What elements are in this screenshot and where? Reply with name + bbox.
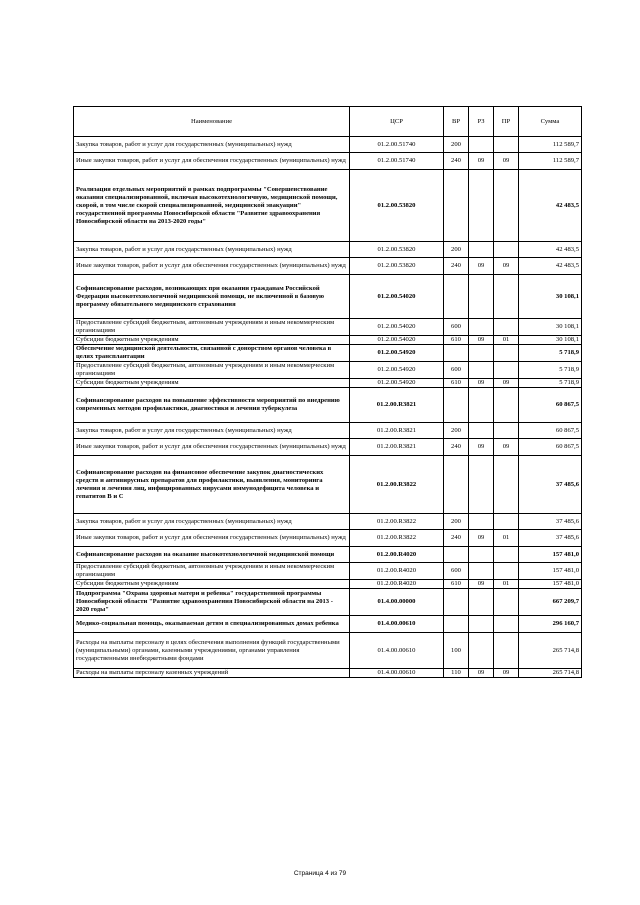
cell-csr: 01.2.00.54920: [350, 379, 444, 388]
cell-name: Софинансирование расходов, возникающих при оказании гражданам Российской Федерации высокотехнологичной медицинской помощи, не включенной в базовую программу обязательного медицинского страхования: [74, 275, 350, 319]
cell-rz: [469, 345, 494, 362]
cell-sum: 60 867,5: [519, 423, 582, 439]
cell-vr: 610: [444, 336, 469, 345]
cell-pr: [494, 563, 519, 580]
cell-vr: 100: [444, 633, 469, 669]
cell-vr: 200: [444, 242, 469, 258]
cell-name: Расходы на выплаты персоналу в целях обеспечения выполнения функций государственными (муниципальными) органами, казенными учреждениями, органами управления государственными внебюджетными фондами: [74, 633, 350, 669]
table-row: [74, 275, 582, 319]
cell-vr: 600: [444, 362, 469, 379]
cell-name: Закупка товаров, работ и услуг для государственных (муниципальных) нужд: [74, 137, 350, 153]
cell-sum: 5 718,9: [519, 345, 582, 362]
table-row: [74, 580, 582, 589]
cell-csr: 01.2.00.R4020: [350, 547, 444, 563]
cell-csr: 01.2.00.R3822: [350, 514, 444, 530]
cell-csr: 01.2.00.51740: [350, 153, 444, 170]
page-footer: Страница 4 из 79: [293, 870, 347, 877]
cell-csr: 01.2.00.53820: [350, 242, 444, 258]
cell-name: Закупка товаров, работ и услуг для государственных (муниципальных) нужд: [74, 423, 350, 439]
cell-pr: [494, 275, 519, 319]
table-row: [74, 514, 582, 530]
cell-vr: 240: [444, 153, 469, 170]
cell-name: Софинансирование расходов на оказание высокотехнологичной медицинской помощи: [74, 547, 350, 563]
cell-pr: [494, 345, 519, 362]
header-pr: ПР: [494, 107, 519, 137]
cell-rz: 09: [469, 580, 494, 589]
cell-csr: 01.2.00.54920: [350, 362, 444, 379]
cell-vr: [444, 589, 469, 616]
cell-sum: 60 867,5: [519, 439, 582, 456]
cell-rz: [469, 137, 494, 153]
cell-rz: 09: [469, 439, 494, 456]
cell-name: Субсидии бюджетным учреждениям: [74, 379, 350, 388]
table-row: [74, 336, 582, 345]
cell-name: Подпрограмма "Охрана здоровья матери и ребенка" государственной программы Новосибирской области "Развитие здравоохранения Новосибирской области на 2013 - 2020 годы": [74, 589, 350, 616]
cell-sum: 42 483,5: [519, 258, 582, 275]
cell-csr: 01.4.00.00610: [350, 633, 444, 669]
cell-pr: [494, 616, 519, 633]
table-row: [74, 616, 582, 633]
table-header-row: [74, 107, 582, 137]
cell-pr: 09: [494, 258, 519, 275]
cell-pr: [494, 362, 519, 379]
cell-name: Закупка товаров, работ и услуг для государственных (муниципальных) нужд: [74, 514, 350, 530]
cell-sum: 157 481,0: [519, 563, 582, 580]
cell-pr: [494, 589, 519, 616]
cell-name: Субсидии бюджетным учреждениям: [74, 336, 350, 345]
cell-vr: [444, 345, 469, 362]
cell-sum: 265 714,8: [519, 669, 582, 678]
cell-sum: 30 108,1: [519, 336, 582, 345]
cell-csr: 01.4.00.00610: [350, 616, 444, 633]
cell-rz: [469, 423, 494, 439]
cell-csr: 01.4.00.00610: [350, 669, 444, 678]
cell-csr: 01.2.00.R3821: [350, 423, 444, 439]
table-row: [74, 589, 582, 616]
cell-csr: 01.2.00.54020: [350, 275, 444, 319]
cell-pr: 09: [494, 669, 519, 678]
cell-pr: [494, 547, 519, 563]
cell-name: Закупка товаров, работ и услуг для государственных (муниципальных) нужд: [74, 242, 350, 258]
cell-name: Софинансирование расходов на финансовое обеспечение закупок диагностических средств и антивирусных препаратов для профилактики, выявления, мониторинга лечения и лечения лиц, инфицированных вирусами иммунодефицита человека и гепатитов В и С: [74, 456, 350, 514]
cell-sum: 42 483,5: [519, 242, 582, 258]
cell-rz: [469, 547, 494, 563]
cell-sum: 157 481,0: [519, 580, 582, 589]
cell-name: Иные закупки товаров, работ и услуг для обеспечения государственных (муниципальных) нужд: [74, 439, 350, 456]
cell-vr: 610: [444, 580, 469, 589]
cell-csr: 01.2.00.54020: [350, 336, 444, 345]
cell-sum: 667 209,7: [519, 589, 582, 616]
cell-rz: [469, 616, 494, 633]
cell-name: Иные закупки товаров, работ и услуг для обеспечения государственных (муниципальных) нужд: [74, 530, 350, 547]
cell-pr: 09: [494, 153, 519, 170]
cell-vr: [444, 456, 469, 514]
cell-rz: 09: [469, 379, 494, 388]
table-row: [74, 170, 582, 242]
cell-name: Предоставление субсидий бюджетным, автономным учреждениям и иным некоммерческим организациям: [74, 362, 350, 379]
header-csr: ЦСР: [350, 107, 444, 137]
cell-sum: 157 481,0: [519, 547, 582, 563]
cell-vr: 200: [444, 137, 469, 153]
cell-csr: 01.2.00.53820: [350, 170, 444, 242]
cell-csr: 01.2.00.R3822: [350, 456, 444, 514]
cell-name: Реализация отдельных мероприятий в рамках подпрограммы "Совершенствование оказания специализированной, включая высокотехнологичную, медицинской помощи, скорой, в том числе скорой специализированной, медицинской эвакуации" государственной программы Новосибирской области "Развитие здравоохранения Новосибирской области на 2013-2020 годы": [74, 170, 350, 242]
cell-csr: 01.2.00.R4020: [350, 580, 444, 589]
table-row: [74, 153, 582, 170]
cell-name: Медико-социальная помощь, оказываемая детям в специализированных домах ребенка: [74, 616, 350, 633]
cell-vr: 240: [444, 439, 469, 456]
cell-csr: 01.2.00.R3822: [350, 530, 444, 547]
cell-pr: [494, 319, 519, 336]
cell-rz: 09: [469, 336, 494, 345]
cell-rz: [469, 362, 494, 379]
cell-vr: 240: [444, 530, 469, 547]
cell-sum: 112 589,7: [519, 137, 582, 153]
cell-sum: 42 483,5: [519, 170, 582, 242]
table-row: [74, 362, 582, 379]
cell-rz: [469, 456, 494, 514]
cell-sum: 60 867,5: [519, 388, 582, 423]
cell-sum: 112 589,7: [519, 153, 582, 170]
table-row: [74, 439, 582, 456]
cell-sum: 265 714,8: [519, 633, 582, 669]
cell-name: Софинансирование расходов на повышение эффективности мероприятий по внедрению современных методов профилактики, диагностики и лечения туберкулеза: [74, 388, 350, 423]
table-row: [74, 258, 582, 275]
cell-name: Расходы на выплаты персоналу казенных учреждений: [74, 669, 350, 678]
cell-name: Предоставление субсидий бюджетным, автономным учреждениям и иным некоммерческим организациям: [74, 563, 350, 580]
budget-table: [73, 106, 582, 678]
cell-rz: [469, 563, 494, 580]
table-body: [74, 137, 582, 678]
cell-sum: 5 718,9: [519, 362, 582, 379]
table-row: [74, 530, 582, 547]
cell-pr: [494, 514, 519, 530]
cell-sum: 30 108,1: [519, 275, 582, 319]
cell-name: Иные закупки товаров, работ и услуг для обеспечения государственных (муниципальных) нужд: [74, 258, 350, 275]
cell-sum: 37 485,6: [519, 530, 582, 547]
header-rz: РЗ: [469, 107, 494, 137]
cell-pr: 09: [494, 379, 519, 388]
cell-vr: [444, 170, 469, 242]
cell-pr: [494, 423, 519, 439]
header-vr: ВР: [444, 107, 469, 137]
header-sum: Сумма: [519, 107, 582, 137]
cell-rz: [469, 170, 494, 242]
cell-csr: 01.2.00.R4020: [350, 563, 444, 580]
cell-pr: 01: [494, 530, 519, 547]
table-row: [74, 379, 582, 388]
table-row: [74, 456, 582, 514]
table-row: [74, 563, 582, 580]
cell-vr: [444, 275, 469, 319]
cell-vr: 600: [444, 319, 469, 336]
cell-name: Обеспечение медицинской деятельности, связанной с донорством органов человека в целях трансплантации: [74, 345, 350, 362]
cell-vr: [444, 547, 469, 563]
cell-vr: 200: [444, 514, 469, 530]
cell-vr: 610: [444, 379, 469, 388]
cell-vr: 110: [444, 669, 469, 678]
cell-csr: 01.2.00.53820: [350, 258, 444, 275]
cell-vr: 240: [444, 258, 469, 275]
cell-vr: 600: [444, 563, 469, 580]
cell-vr: [444, 616, 469, 633]
cell-pr: 09: [494, 439, 519, 456]
cell-csr: 01.2.00.54020: [350, 319, 444, 336]
cell-pr: 01: [494, 336, 519, 345]
cell-rz: [469, 319, 494, 336]
cell-name: Иные закупки товаров, работ и услуг для обеспечения государственных (муниципальных) нужд: [74, 153, 350, 170]
table-row: [74, 388, 582, 423]
cell-name: Предоставление субсидий бюджетным, автономным учреждениям и иным некоммерческим организациям: [74, 319, 350, 336]
cell-rz: [469, 275, 494, 319]
cell-pr: [494, 633, 519, 669]
cell-pr: [494, 242, 519, 258]
cell-csr: 01.2.00.51740: [350, 137, 444, 153]
cell-sum: 5 718,9: [519, 379, 582, 388]
cell-rz: 09: [469, 153, 494, 170]
cell-csr: 01.4.00.00000: [350, 589, 444, 616]
cell-rz: [469, 633, 494, 669]
cell-sum: 37 485,6: [519, 456, 582, 514]
cell-rz: 09: [469, 530, 494, 547]
cell-csr: 01.2.00.R3821: [350, 388, 444, 423]
cell-pr: [494, 388, 519, 423]
cell-sum: 30 108,1: [519, 319, 582, 336]
table-row: [74, 137, 582, 153]
table-row: [74, 669, 582, 678]
cell-csr: 01.2.00.R3821: [350, 439, 444, 456]
cell-rz: [469, 242, 494, 258]
table-row: [74, 633, 582, 669]
cell-name: Субсидии бюджетным учреждениям: [74, 580, 350, 589]
cell-sum: 296 160,7: [519, 616, 582, 633]
table-row: [74, 345, 582, 362]
table-row: [74, 319, 582, 336]
cell-rz: [469, 514, 494, 530]
cell-vr: 200: [444, 423, 469, 439]
table-row: [74, 547, 582, 563]
cell-csr: 01.2.00.54920: [350, 345, 444, 362]
cell-vr: [444, 388, 469, 423]
cell-rz: 09: [469, 258, 494, 275]
table-row: [74, 242, 582, 258]
cell-pr: [494, 456, 519, 514]
cell-rz: [469, 388, 494, 423]
table-row: [74, 423, 582, 439]
header-name: Наименование: [74, 107, 350, 137]
cell-sum: 37 485,6: [519, 514, 582, 530]
cell-pr: 01: [494, 580, 519, 589]
cell-pr: [494, 170, 519, 242]
cell-rz: 09: [469, 669, 494, 678]
cell-rz: [469, 589, 494, 616]
cell-pr: [494, 137, 519, 153]
